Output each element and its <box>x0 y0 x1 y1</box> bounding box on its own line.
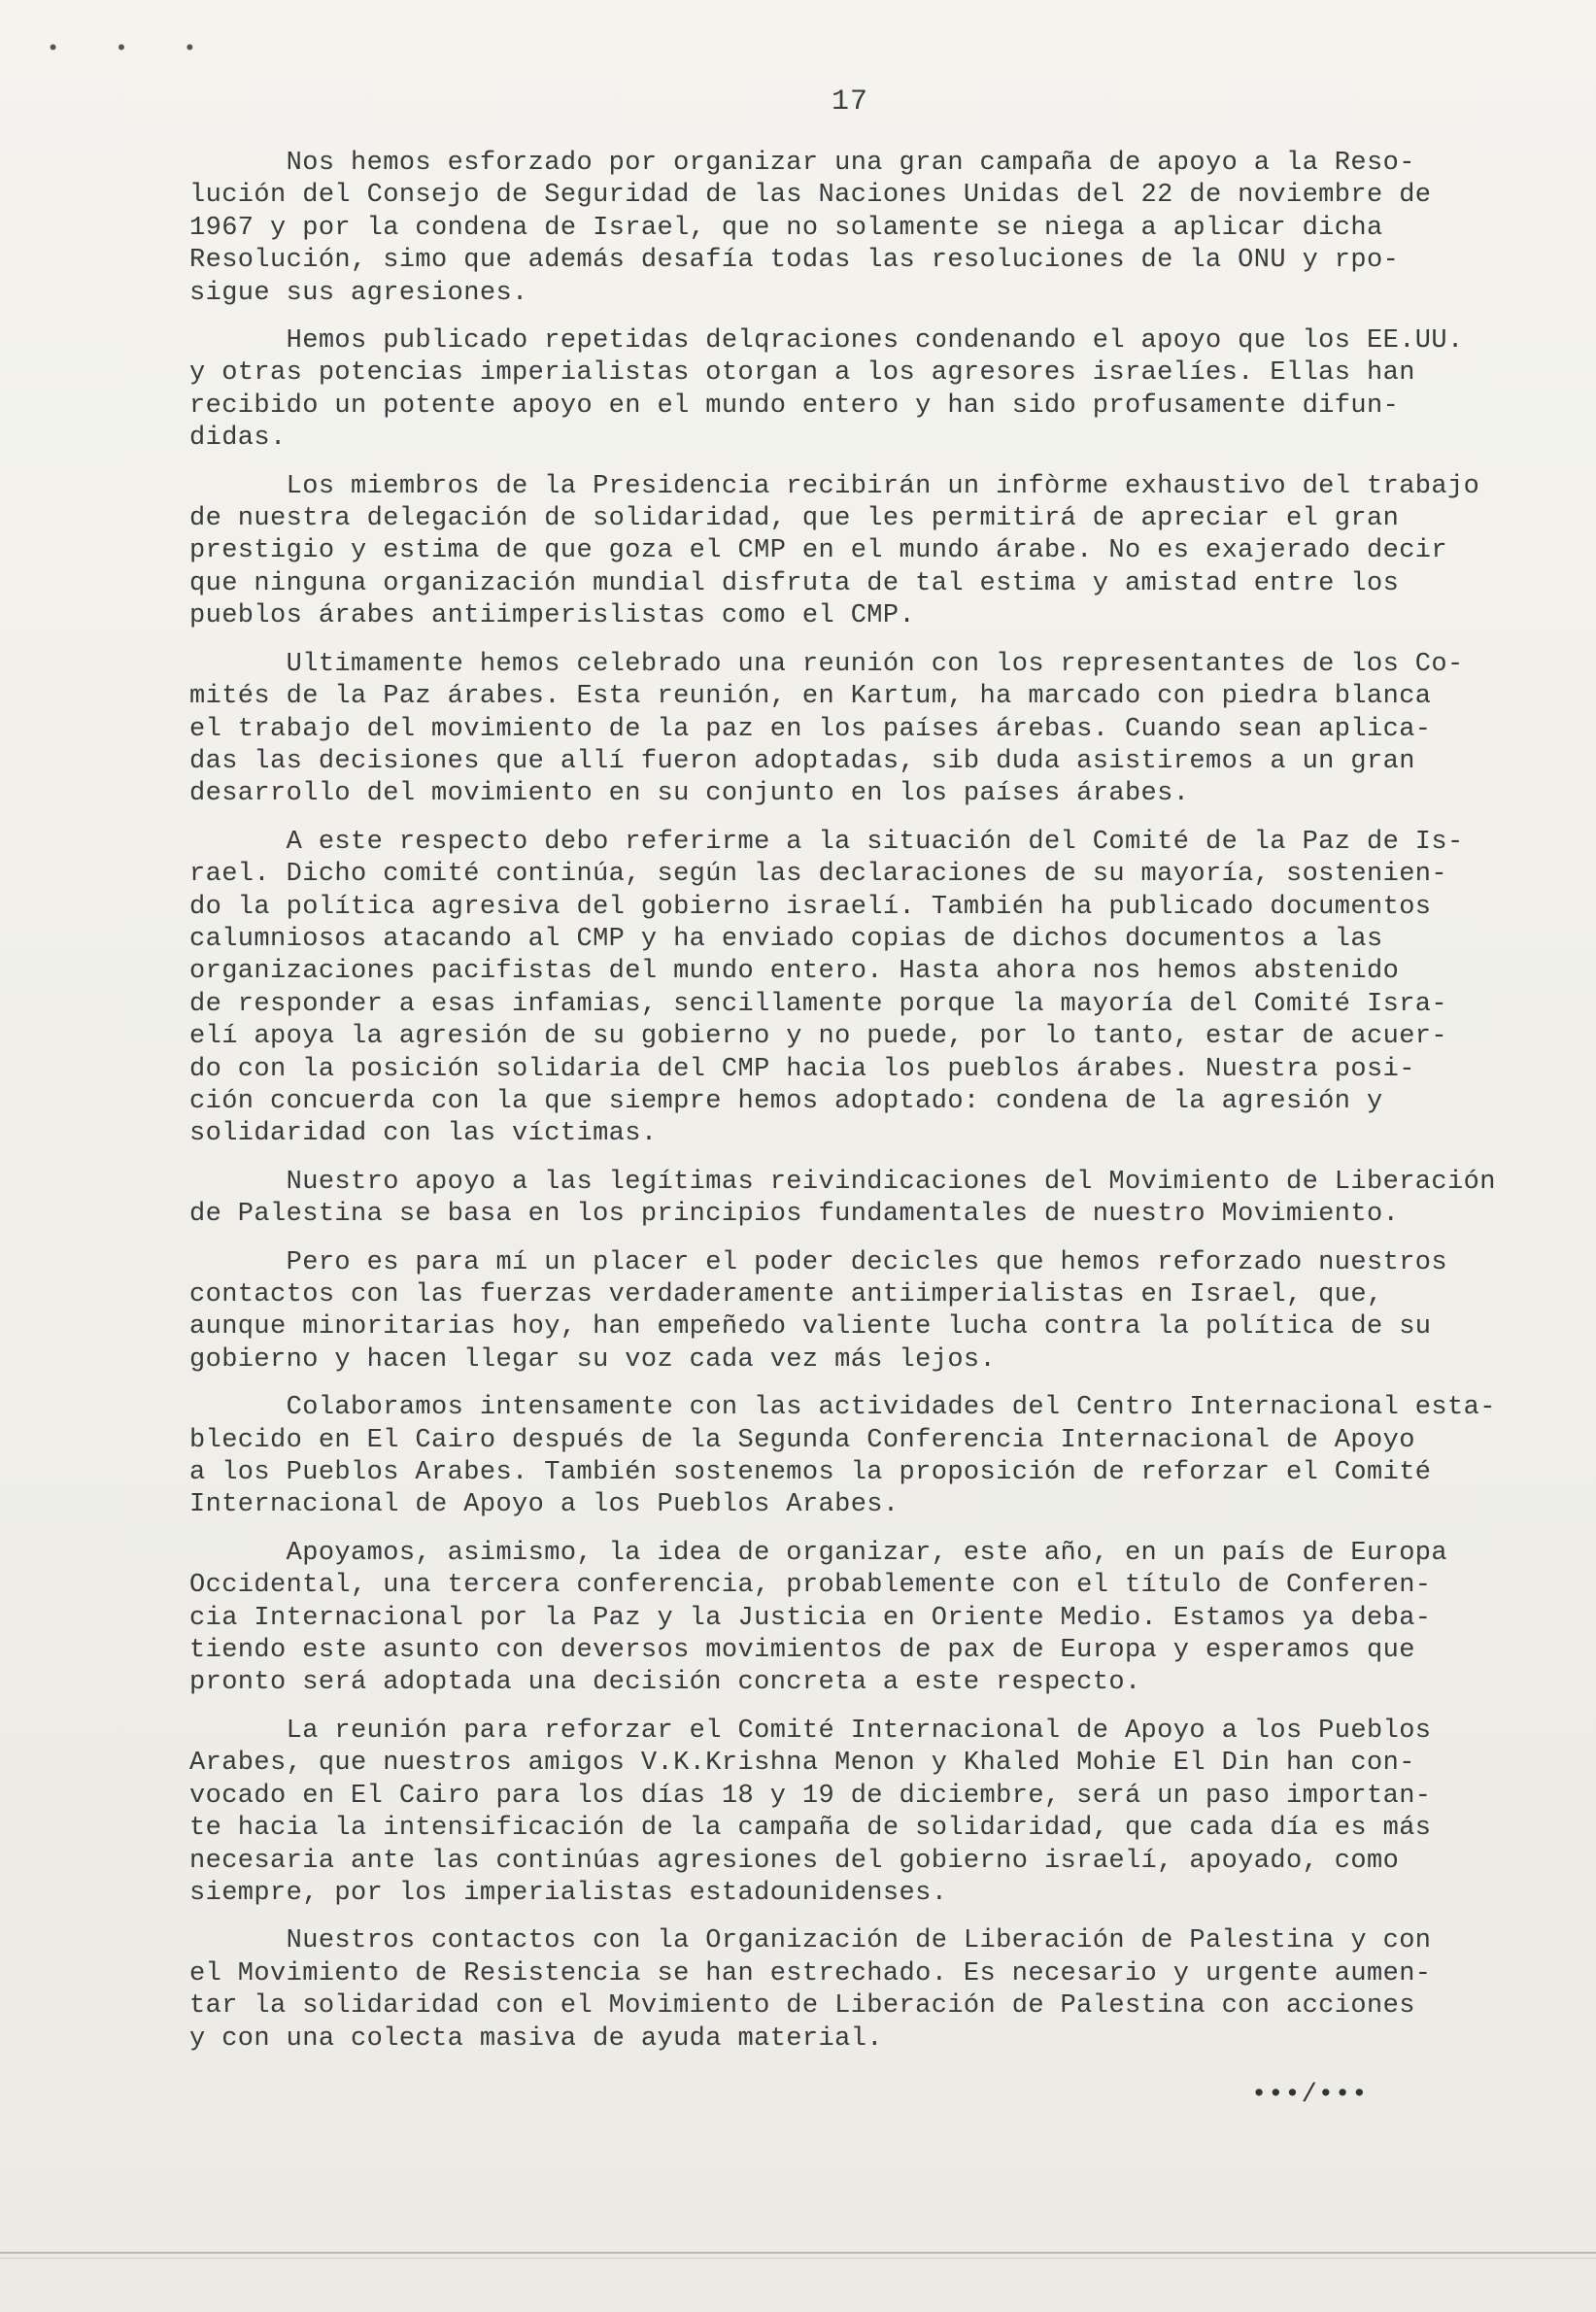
text-line: te hacia la intensificación de la campaña de solidaridad, que cada día es más <box>189 1814 1432 1844</box>
paragraph <box>189 1716 1588 1910</box>
text-line: cia Internacional por la Paz y la Justicia en Oriente Medio. Estamos ya deba- <box>189 1603 1432 1633</box>
text-line: Nuestro apoyo a las legítimas reivindicaciones del Movimiento de Liberación <box>189 1167 1496 1197</box>
text-line: La reunión para reforzar el Comité Internacional de Apoyo a los Pueblos <box>189 1716 1432 1746</box>
text-line: Nuestros contactos con la Organización de Liberación de Palestina y con <box>189 1926 1432 1956</box>
text-line: mités de la Paz árabes. Esta reunión, en Kartum, ha marcado con piedra blanca <box>189 682 1432 712</box>
text-line: tar la solidaridad con el Movimiento de Liberación de Palestina con acciones <box>189 1991 1415 2022</box>
paragraph <box>189 471 1588 633</box>
text-line: blecido en El Cairo después de la Segunda Conferencia Internacional de Apoyo <box>189 1425 1415 1455</box>
text-line: do con la posición solidaria del CMP hacia los pueblos árabes. Nuestra posi- <box>189 1054 1415 1084</box>
text-line: necesaria ante las continúas agresiones del gobierno israelí, apoyado, como <box>189 1846 1400 1876</box>
text-line: vocado en El Cairo para los días 18 y 19 de diciembre, será un paso importan- <box>189 1781 1432 1811</box>
paragraph <box>189 1925 1588 2056</box>
text-line: Resolución, simo que además desafía todas las resoluciones de la ONU y rpo- <box>189 246 1400 276</box>
text-line: Ultimamente hemos celebrado una reunión con los representantes de los Co- <box>189 649 1464 679</box>
text-line: 1967 y por la condena de Israel, que no solamente se niega a aplicar dicha <box>189 213 1383 243</box>
text-line: das las decisiones que allí fueron adoptadas, sib duda asistiremos a un gran <box>189 746 1415 776</box>
continuation-mark: •••/••• <box>1251 2081 1369 2110</box>
text-line: gobierno y hacen llegar su voz cada vez más lejos. <box>189 1344 997 1375</box>
paragraph <box>189 1392 1588 1522</box>
text-line: Occidental, una tercera conferencia, probablemente con el título de Conferen- <box>189 1571 1432 1601</box>
text-line: rael. Dicho comité continúa, según las declaraciones de su mayoría, sostenien- <box>189 860 1448 890</box>
text-line: Arabes, que nuestros amigos V.K.Krishna Menon y Khaled Mohie El Din han con- <box>189 1749 1415 1779</box>
margin-marks: • • • <box>47 37 219 61</box>
paragraph <box>189 1538 1588 1700</box>
text-line: Apoyamos, asimismo, la idea de organizar, este año, en un país de Europa <box>189 1538 1448 1568</box>
text-line: contactos con las fuerzas verdaderamente antiimperialistas en Israel, que, <box>189 1280 1383 1309</box>
page-fold-line-secondary <box>0 2258 1596 2259</box>
text-line: desarrollo del movimiento en su conjunto en los países árabes. <box>189 779 1190 809</box>
text-line: didas. <box>189 424 287 454</box>
text-line: Internacional de Apoyo a los Pueblos Arabes. <box>189 1490 900 1520</box>
text-line: de nuestra delegación de solidaridad, que les permitirá de apreciar el gran <box>189 504 1400 534</box>
paragraph <box>189 325 1588 456</box>
paragraph <box>189 148 1588 310</box>
text-line: calumniosos atacando al CMP y ha enviado copias de dichos documentos a las <box>189 924 1383 954</box>
text-line: de responder a esas infamias, sencillamente porque la mayoría del Comité Isra- <box>189 989 1448 1019</box>
paragraph <box>189 1247 1588 1377</box>
text-line: tiendo este asunto con deversos movimientos de pax de Europa y esperamos que <box>189 1636 1415 1666</box>
text-line: Los miembros de la Presidencia recibirán un infòrme exhaustivo del trabajo <box>189 471 1480 501</box>
text-line: sigue sus agresiones. <box>189 278 528 308</box>
text-line: y con una colecta masiva de ayuda material. <box>189 2023 883 2054</box>
paragraph <box>189 1167 1588 1232</box>
text-line: y otras potencias imperialistas otorgan a los agresores israelíes. Ellas han <box>189 358 1415 389</box>
page-number: 17 <box>831 85 868 119</box>
text-line: de Palestina se basa en los principios fundamentales de nuestro Movimiento. <box>189 1200 1400 1230</box>
text-line: prestigio y estima de que goza el CMP en el mundo árabe. No es exajerado decir <box>189 536 1448 566</box>
paragraph <box>189 827 1588 1151</box>
text-line: do la política agresiva del gobierno israelí. También ha publicado documentos <box>189 892 1432 922</box>
text-line: pueblos árabes antiimperislistas como el CMP. <box>189 601 916 631</box>
text-line: elí apoya la agresión de su gobierno y no puede, por lo tanto, estar de acuer- <box>189 1022 1448 1052</box>
paragraph <box>189 649 1588 811</box>
text-line: pronto será adoptada una decisión concreta a este respecto. <box>189 1668 1141 1698</box>
text-line: Colaboramos intensamente con las actividades del Centro Internacional esta- <box>189 1393 1496 1423</box>
text-line: organizaciones pacifistas del mundo entero. Hasta ahora nos hemos abstenido <box>189 957 1400 987</box>
page-fold-line <box>0 2252 1596 2254</box>
text-line: recibido un potente apoyo en el mundo entero y han sido profusamente difun- <box>189 391 1400 421</box>
text-line: solidaridad con las víctimas. <box>189 1119 658 1149</box>
document-body <box>189 148 1588 2071</box>
text-line: Pero es para mí un placer el poder decicles que hemos reforzado nuestros <box>189 1247 1448 1277</box>
text-line: A este respecto debo referirme a la situación del Comité de la Paz de Is- <box>189 827 1464 857</box>
text-line: lución del Consejo de Seguridad de las Naciones Unidas del 22 de noviembre de <box>189 181 1432 211</box>
text-line: aunque minoritarias hoy, han empeñedo valiente lucha contra la política de su <box>189 1312 1432 1343</box>
text-line: que ninguna organización mundial disfruta de tal estima y amistad entre los <box>189 568 1400 598</box>
text-line: ción concuerda con la que siempre hemos adoptado: condena de la agresión y <box>189 1086 1383 1116</box>
text-line: Hemos publicado repetidas delqraciones condenando el apoyo que los EE.UU. <box>189 326 1464 357</box>
text-line: el trabajo del movimiento de la paz en los países árebas. Cuando sean aplica- <box>189 714 1432 744</box>
text-line: el Movimiento de Resistencia se han estrechado. Es necesario y urgente aumen- <box>189 1958 1432 1989</box>
text-line: a los Pueblos Arabes. También sostenemos la proposición de reforzar el Comité <box>189 1458 1432 1488</box>
text-line: Nos hemos esforzado por organizar una gran campaña de apoyo a la Reso- <box>189 149 1415 178</box>
text-line: siempre, por los imperialistas estadounidenses. <box>189 1878 948 1908</box>
